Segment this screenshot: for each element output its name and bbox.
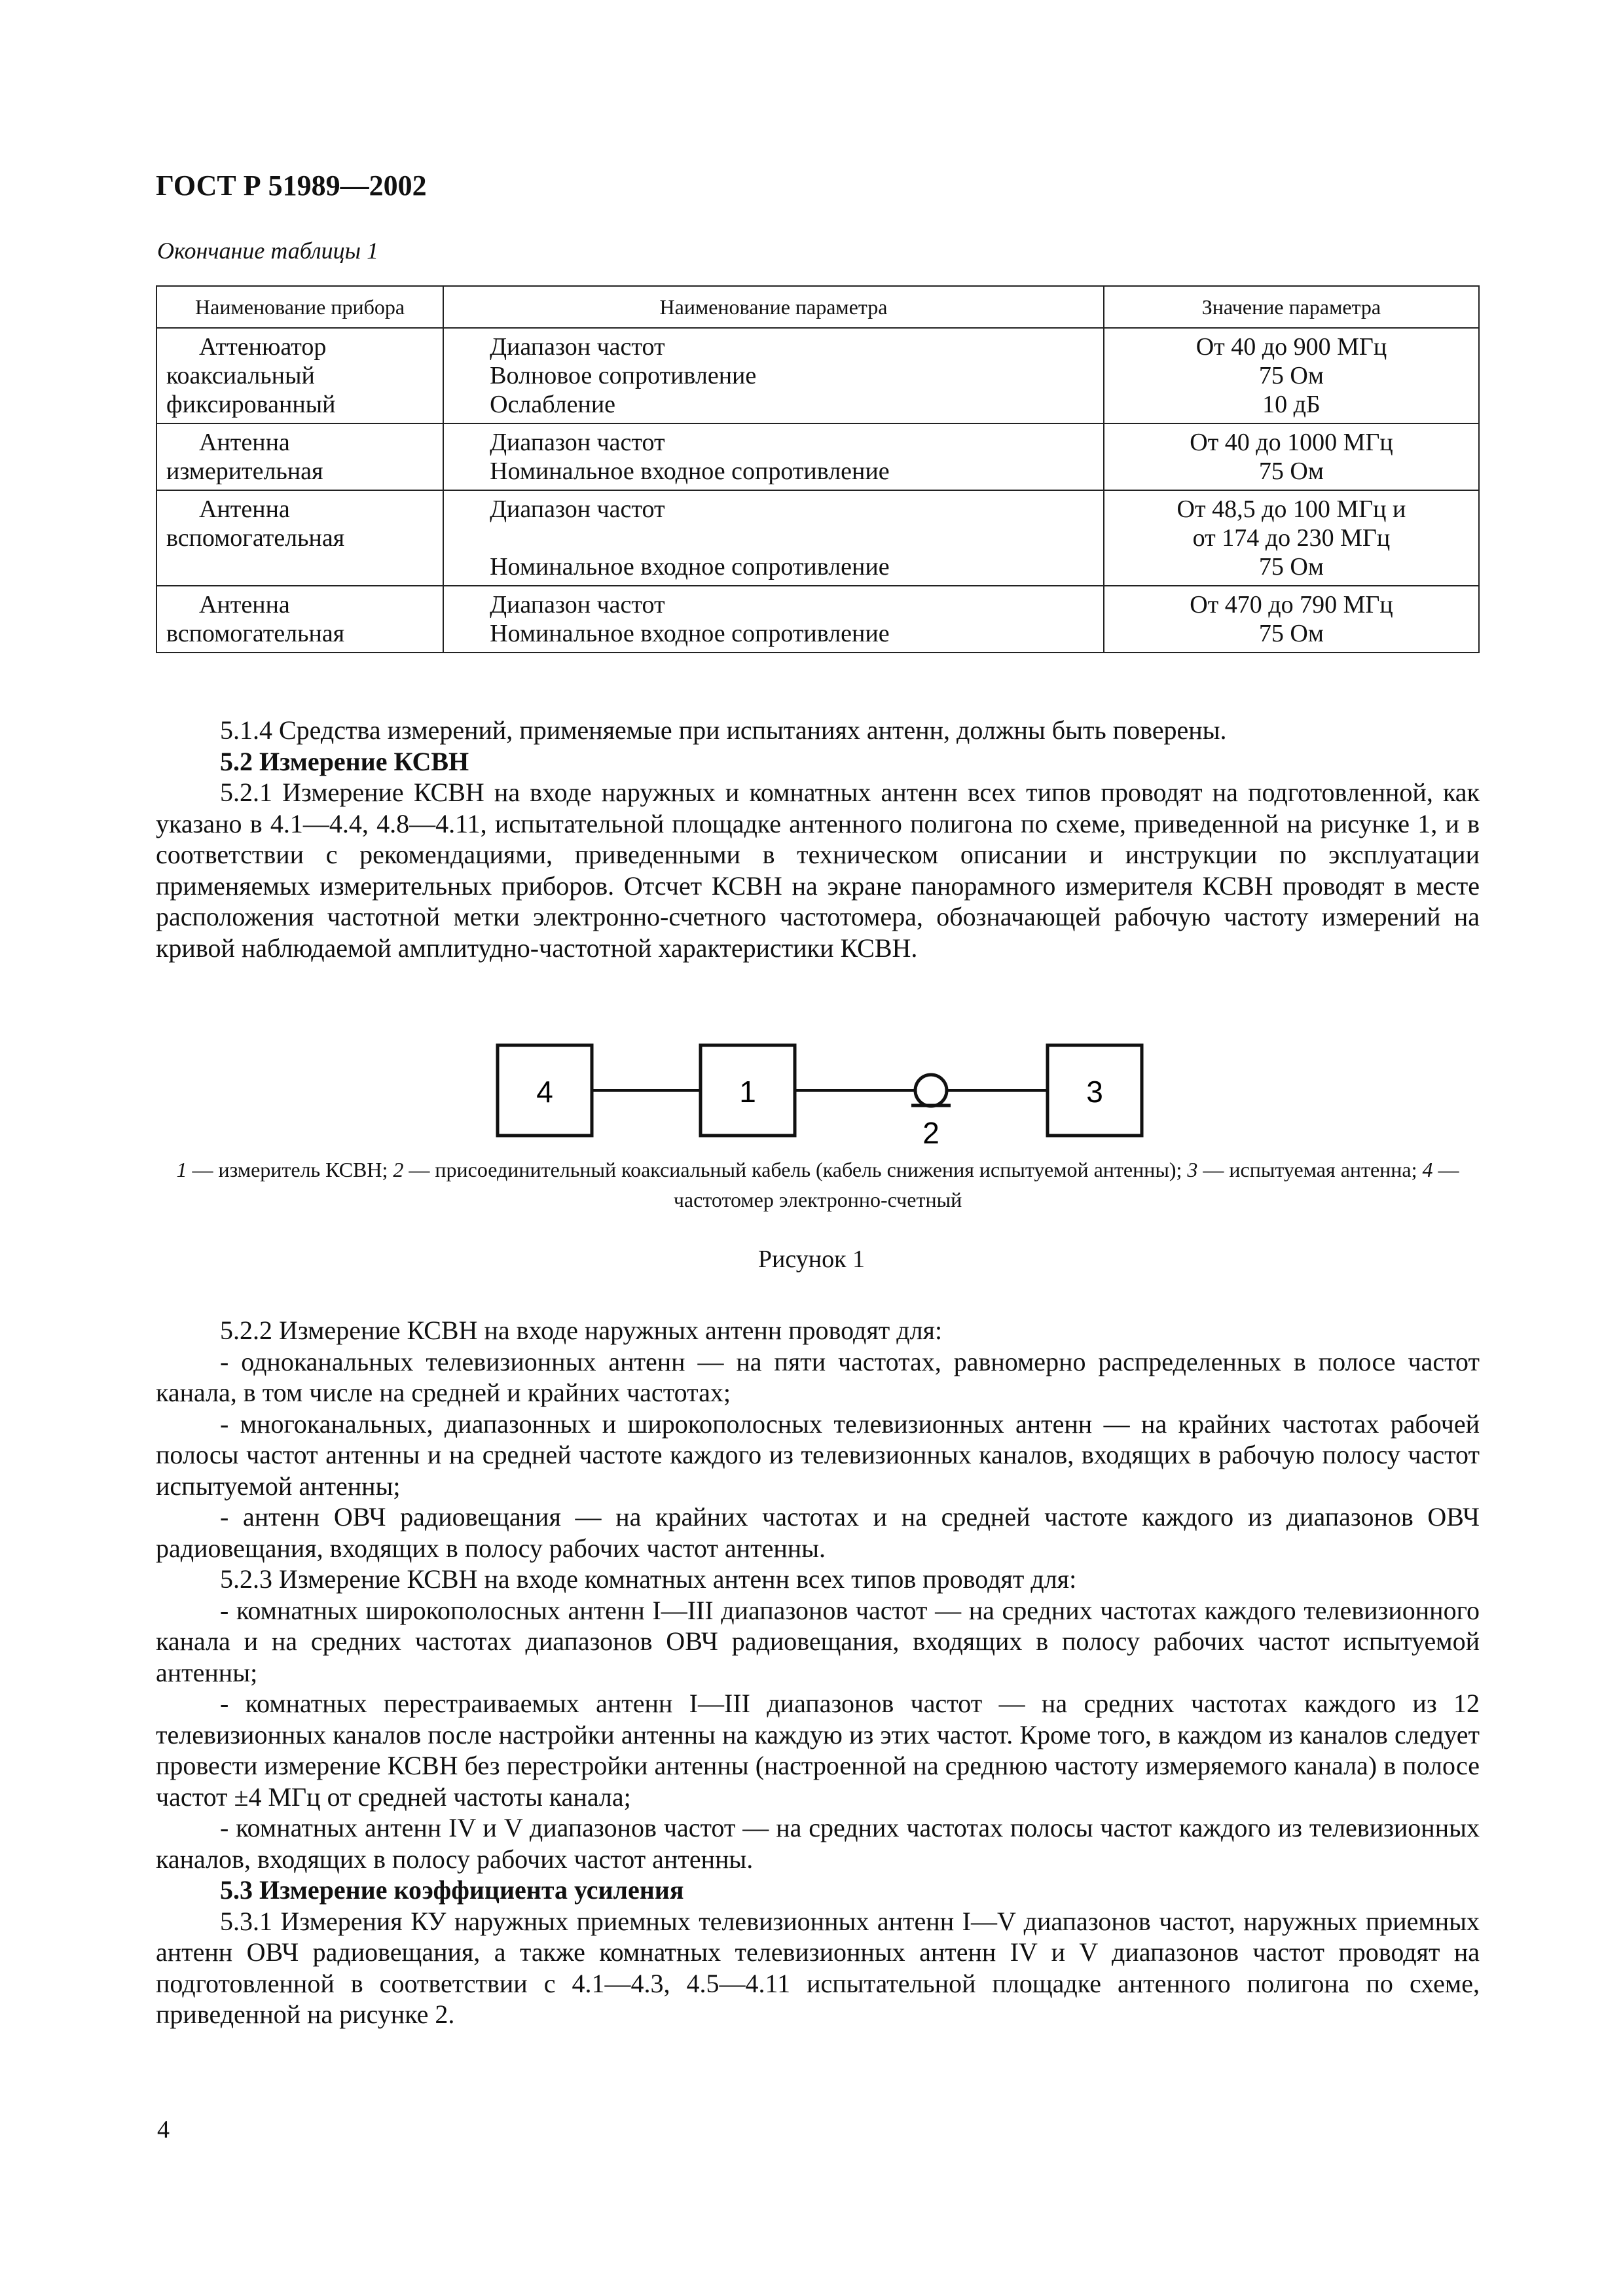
list-item: - одноканальных телевизионных антенн — на пяти частотах, равномерно распределенных в полосе частот канала, в том числе на средней и крайних частотах;: [156, 1346, 1480, 1407]
legend-text: — присоединительный коаксиальный кабель (кабель снижения испытуемой антенны);: [403, 1158, 1188, 1181]
table-row: [156, 490, 1479, 586]
parameter-name: Диапазон частот: [490, 429, 665, 456]
device-name: Антенна вспомогательная: [166, 495, 345, 552]
parameter-name: Диапазон частот: [490, 591, 665, 619]
legend-text: — измеритель КСВН;: [187, 1158, 393, 1181]
legend-number: 3: [1187, 1158, 1198, 1181]
legend-number: 2: [393, 1158, 404, 1181]
parameter-value: 75 Ом: [1258, 362, 1324, 389]
column-header: Значение параметра: [1104, 286, 1479, 328]
parameter-name: Номинальное входное сопротивление: [490, 620, 890, 647]
page-number: 4: [157, 2116, 170, 2144]
figure-legend: [156, 1155, 1480, 1215]
instruments-table: [156, 285, 1480, 653]
legend-text: — частотомер электронно-счетный: [673, 1158, 1459, 1211]
block-label: 4: [536, 1075, 553, 1109]
paragraph: 5.1.4 Средства измерений, применяемые при испытаниях антенн, должны быть поверены.: [220, 715, 1227, 745]
section-5-2-2-text: [156, 1315, 1480, 2030]
parameter-value: 75 Ом: [1258, 620, 1324, 647]
cable-label: 2: [922, 1116, 939, 1150]
legend-number: 4: [1422, 1158, 1433, 1181]
parameter-name: Диапазон частот: [490, 333, 665, 361]
parameter-name: Номинальное входное сопротивление: [490, 553, 890, 581]
table-row: [156, 586, 1479, 653]
list-item: - комнатных антенн IV и V диапазонов частот — на средних частотах полосы частот каждого из телевизионных каналов, входящих в полосу рабочих частот антенны.: [156, 1813, 1480, 1874]
column-header: Наименование параметра: [443, 286, 1104, 328]
standard-code: ГОСТ Р 51989—2002: [156, 170, 427, 202]
parameter-value: От 48,5 до 100 МГц и: [1176, 495, 1406, 523]
parameter-value: от 174 до 230 МГц: [1192, 524, 1391, 552]
parameter-name: Волновое сопротивление: [490, 362, 757, 389]
column-header: Наименование прибора: [156, 286, 443, 328]
parameter-name: Номинальное входное сопротивление: [490, 457, 890, 485]
parameter-value: 75 Ом: [1258, 457, 1324, 485]
table-header-row: [156, 286, 1479, 328]
table-caption: Окончание таблицы 1: [157, 238, 379, 264]
block-label: 1: [739, 1075, 756, 1109]
parameter-name: Ослабление: [490, 391, 616, 418]
table-row: [156, 328, 1479, 423]
device-name: Антенна измерительная: [166, 429, 323, 485]
table-row: [156, 423, 1479, 490]
measurement-diagram: [0, 1021, 1623, 1152]
parameter-value: От 40 до 1000 МГц: [1190, 429, 1393, 456]
figure-title: Рисунок 1: [757, 1246, 866, 1273]
parameter-name: Диапазон частот: [490, 495, 665, 523]
paragraph: 5.3.1 Измерения КУ наружных приемных телевизионных антенн I—V диапазонов частот, наружных приемных антенн ОВЧ радиовещания, а также комнатных телевизионных антенн IV и V диапазонов частот проводят на подготовленной в соответствии с 4.1—4.3, 4.5—4.11 испытательной площадке антенного полигона по схеме, приведенной на рисунке 2.: [156, 1906, 1480, 2029]
section-heading: 5.3 Измерение коэффициента усиления: [220, 1875, 684, 1905]
list-item: - комнатных перестраиваемых антенн I—III диапазонов частот — на средних частотах каждого из 12 телевизионных каналов после настройки антенны на каждую из этих частот. Кроме того, в каждом из каналов следует провести измерение КСВН без перестройки антенны (настроенной на среднюю частоту измеряемого канала) в полосе частот ±4 МГц от средней частоты канала;: [156, 1689, 1480, 1812]
list-item: - комнатных широкополосных антенн I—III диапазонов частот — на средних частотах каждого телевизионного канала и на средних частотах диапазонов ОВЧ радиовещания, входящих в полосу рабочих частот испытуемой антенны;: [156, 1595, 1480, 1687]
legend-number: 1: [176, 1158, 187, 1181]
paragraph: 5.2.3 Измерение КСВН на входе комнатных антенн всех типов проводят для:: [220, 1564, 1077, 1594]
paragraph: 5.2.1 Измерение КСВН на входе наружных и комнатных антенн всех типов проводят на подготовленной, как указано в 4.1—4.4, 4.8—4.11, испытательной площадке антенного полигона по схеме, приведенной на рисунке 1, и в соответствии с рекомендациями, приведенными в техническом описании и инструкции по эксплуатации применяемых измерительных приборов. Отсчет КСВН на экране панорамного измерителя КСВН проводят в месте расположения частотной метки электронно-счетного частотомера, обозначающей рабочую частоту измерений на кривой наблюдаемой амплитудно-частотной характеристики КСВН.: [156, 778, 1480, 963]
parameter-value: 75 Ом: [1258, 553, 1324, 581]
parameter-value: От 40 до 900 МГц: [1195, 333, 1387, 361]
section-5-2-text: [156, 715, 1480, 963]
device-name: Аттенюатор коаксиальный фиксированный: [166, 333, 336, 418]
block-label: 3: [1086, 1075, 1103, 1109]
coax-connector-icon: [915, 1075, 947, 1106]
section-heading: 5.2 Измерение КСВН: [220, 746, 469, 776]
device-name: Антенна вспомогательная: [166, 591, 345, 647]
list-item: - антенн ОВЧ радиовещания — на крайних частотах и на средней частоте каждого из диапазонов ОВЧ радиовещания, входящих в полосу рабочих частот антенны.: [156, 1502, 1480, 1563]
parameter-value: 10 дБ: [1262, 391, 1321, 418]
parameter-value: От 470 до 790 МГц: [1190, 591, 1393, 619]
list-item: - многоканальных, диапазонных и широкополосных телевизионных антенн — на крайних частотах рабочей полосы частот антенны и на средней частоте каждого из телевизионных каналов, входящих в рабочую полосу частот испытуемой антенны;: [156, 1408, 1480, 1501]
paragraph: 5.2.2 Измерение КСВН на входе наружных антенн проводят для:: [220, 1316, 943, 1345]
legend-text: — испытуемая антенна;: [1197, 1158, 1423, 1181]
